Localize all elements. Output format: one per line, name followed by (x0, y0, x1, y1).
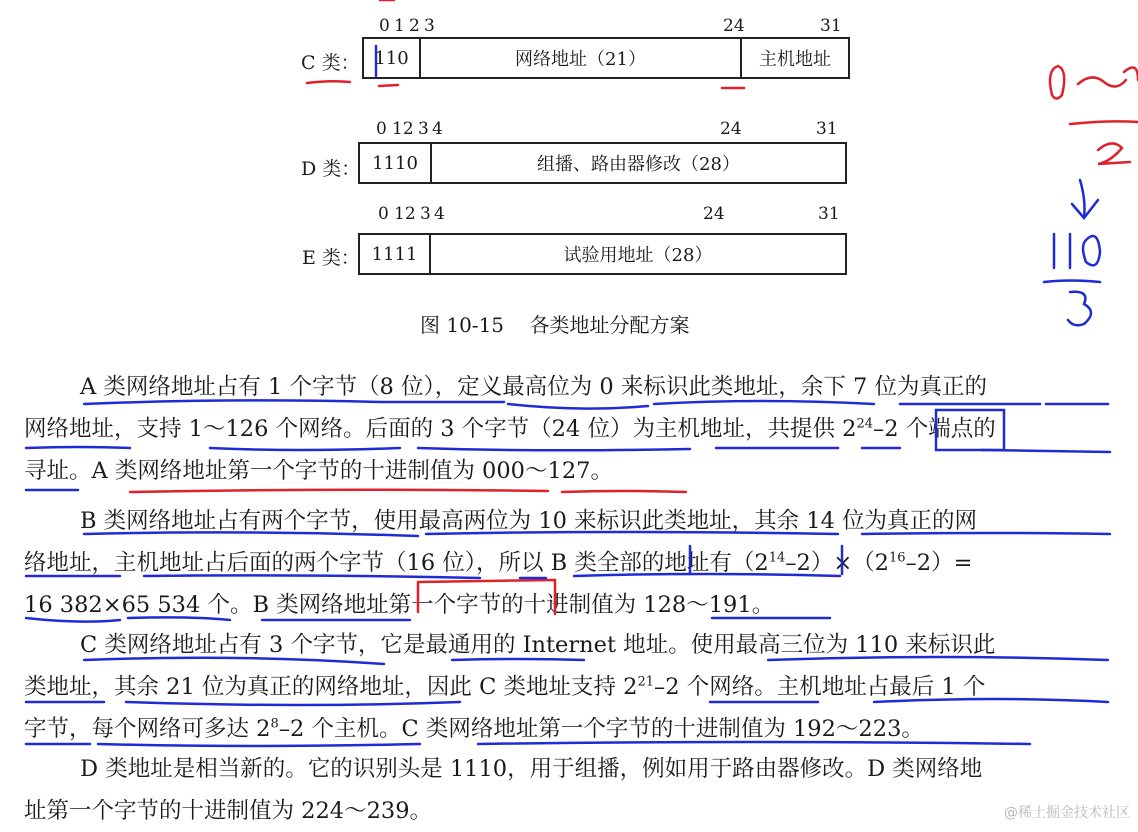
red-underline (307, 81, 350, 83)
text-line: A 类网络地址占有 1 个字节（8 位），定义最高位为 0 来标识此类地址，余下 7 位为真正的 (80, 374, 987, 400)
bit-label: 31 (820, 16, 842, 36)
text-line: 网络地址，支持 1～126 个网络。后面的 3 个字节（24 位）为主机地址，共提供 $2^{24}-2$ 个端点的 (24, 416, 996, 442)
bit-label: 2 (409, 16, 420, 36)
text-line: 类地址，其余 21 位为真正的网络地址，因此 C 类地址支持 $2^{21}-2$ 个网络。主机地址占最后 1 个 (24, 674, 986, 700)
address-format-box (362, 37, 850, 79)
host-address-field: 主机地址 (740, 39, 848, 77)
paragraph-class-b (24, 500, 1114, 626)
text-line: B 类网络地址占有两个字节，使用最高两位为 10 来标识此类地址，其余 14 位为真正的网 (80, 508, 978, 534)
text-line: C 类网络地址占有 3 个字节，它是最通用的 Internet 地址。使用最高三位为 110 来标识此 (80, 632, 996, 658)
bit-label: 1 (394, 16, 405, 36)
paragraph-class-d (24, 748, 1114, 832)
bit-label: 4 (434, 204, 445, 224)
text-line: 16 382×65 534 个。B 类网络地址第一个字节的十进制值为 128～191。 (24, 592, 775, 618)
bit-label: 12 (394, 204, 416, 224)
bit-label: 0 (379, 16, 390, 36)
class-label: D 类： (301, 158, 361, 180)
handwriting-two (1098, 143, 1130, 164)
bit-label: 24 (703, 204, 725, 224)
bit-label: 3 (424, 16, 435, 36)
class-prefix-field: 1111 (371, 243, 418, 265)
text-line: 址第一个字节的十进制值为 224～239。 (24, 798, 433, 824)
handwriting-two (1124, 68, 1138, 81)
address-format-box (358, 142, 847, 184)
multicast-field: 组播、路由器修改（28） (430, 144, 845, 182)
arrow-down-icon (1072, 180, 1098, 218)
handwriting-zero (1083, 236, 1100, 265)
bit-label: 3 (420, 204, 431, 224)
bit-label: 31 (818, 204, 840, 224)
bit-label: 24 (723, 16, 745, 36)
figure-caption: 图 10-15 各类地址分配方案 (420, 313, 690, 337)
text-line: D 类地址是相当新的。它的识别头是 1110，用于组播，例如用于路由器修改。D 类网络地 (80, 756, 983, 782)
red-underline (379, 85, 398, 86)
experimental-field: 试验用地址（28） (429, 235, 845, 273)
bit-label: 0 (376, 119, 387, 139)
handwriting-fraction-bar (1044, 281, 1100, 283)
bit-label: 3 (418, 119, 429, 139)
paragraph-class-c (24, 624, 1114, 750)
class-label: E 类： (302, 247, 360, 269)
class-prefix-field: 1110 (372, 152, 418, 174)
bit-label: 0 (378, 204, 389, 224)
paragraph-class-a (24, 366, 1114, 492)
bit-label: 31 (816, 119, 838, 139)
text-line: 寻址。A 类网络地址第一个字节的十进制值为 000～127。 (24, 458, 613, 484)
text-line: 字节，每个网络可多达 $2^8-2$ 个主机。C 类网络地址第一个字节的十进制值为 192～223。 (24, 716, 924, 742)
address-format-box (358, 233, 847, 275)
class-label: C 类： (301, 52, 360, 74)
text-line: 络地址，主机地址占后面的两个字节（16 位），所以 B 类全部的地址有$(2^{14}-2)\times(2^{16}-2)=$ (24, 550, 973, 576)
watermark: @稀土掘金技术社区 (1004, 805, 1130, 821)
network-address-field: 网络地址（21） (419, 39, 740, 77)
bit-label: 12 (392, 119, 414, 139)
bit-label: 24 (720, 119, 742, 139)
handwriting-zero (1050, 66, 1064, 99)
handwriting-three (1068, 292, 1091, 326)
handwriting-fraction-bar (1070, 121, 1138, 124)
handwriting-tilde (1078, 77, 1126, 86)
bit-label: 4 (432, 119, 443, 139)
class-prefix-field: 110 (374, 47, 409, 69)
